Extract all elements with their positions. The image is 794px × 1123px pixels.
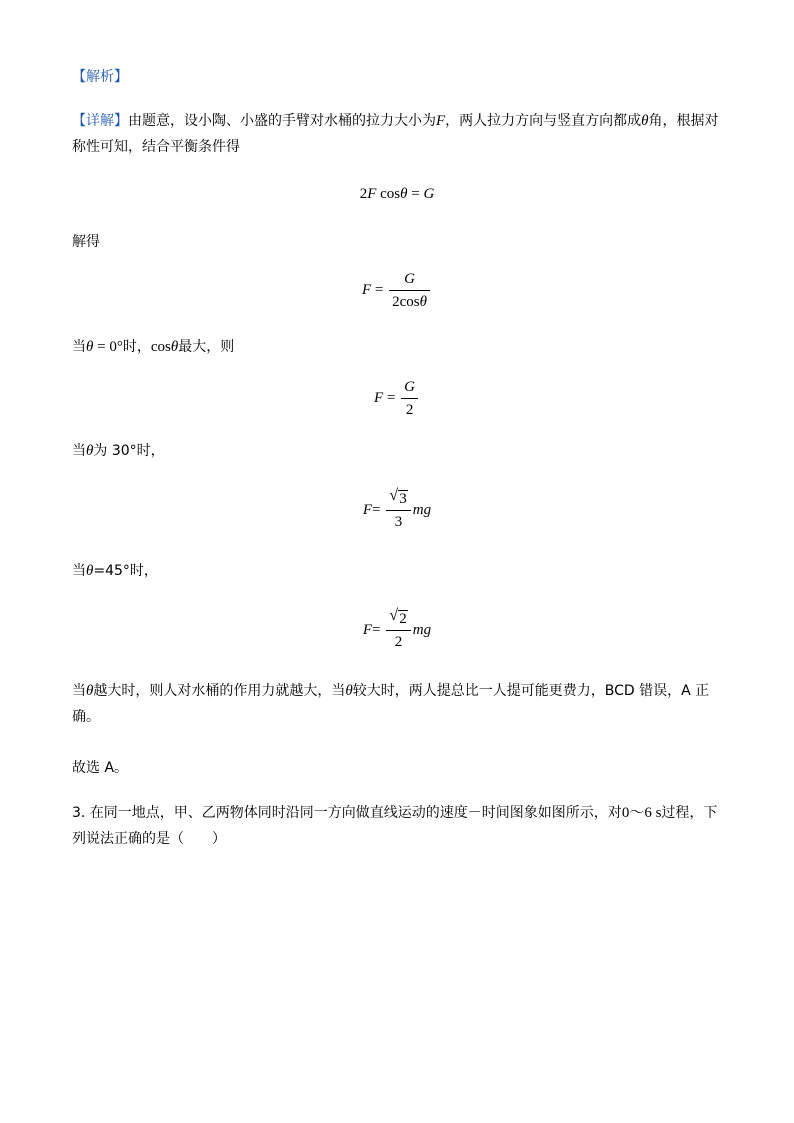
- question-3: 3. 在同一地点，甲、乙两物体同时沿同一方向做直线运动的速度－时间图象如图所示，对0～6 s过程，下列说法正确的是（ ）: [72, 805, 718, 847]
- question-number: 3.: [72, 805, 86, 821]
- equation-theta-45: F= √ 2 2 mg: [362, 607, 432, 650]
- detail-var-theta: θ: [641, 113, 649, 129]
- fraction-G-over-2cos: $\frac{G}{2\cos\theta}$: [389, 270, 430, 311]
- conclusion-paragraph: 当θ越大时，则人对水桶的作用力就越大，当θ较大时，两人提总比一人提可能更费力，BCD 错误，A 正确。: [72, 683, 710, 725]
- line-theta-zero: 当θ = 0°时，cosθ最大，则: [72, 339, 235, 355]
- detail-var-F: F: [436, 113, 446, 129]
- detail-text-2: ，两人拉力方向与竖直方向都成: [445, 113, 642, 129]
- time-range: 0～6 s: [621, 805, 662, 821]
- detail-paragraph: [72, 108, 724, 160]
- fraction-G-over-2: $\frac{G}{2}$: [401, 378, 418, 419]
- fraction-sqrt3-over-3: √ 3 3: [386, 490, 411, 531]
- fraction-sqrt2-over-2: √ 2 2: [386, 610, 411, 651]
- solve-label: 解得: [72, 234, 100, 250]
- section-heading-analysis: 【解析】: [72, 69, 128, 85]
- detail-tag: 【详解】: [72, 113, 128, 129]
- equation-theta-30: F= √ 3 3 mg: [362, 487, 432, 530]
- answer-line: 故选 A。: [72, 760, 129, 776]
- equation-equilibrium: 2F cosθ = G: [359, 186, 435, 202]
- detail-text-3: 角，根据对称性可知，结合平衡条件得: [72, 113, 719, 155]
- line-theta-30: 当θ为 30°时，: [72, 443, 165, 459]
- equation-solution: F = $\frac{G}{2\cos\theta}$: [0, 270, 794, 311]
- equation-half-G: F = $\frac{G}{2}$: [0, 378, 794, 419]
- detail-text-1: 由题意，设小陶、小盛的手臂对水桶的拉力大小为: [128, 113, 436, 129]
- line-theta-45: 当θ=45°时，: [72, 563, 158, 579]
